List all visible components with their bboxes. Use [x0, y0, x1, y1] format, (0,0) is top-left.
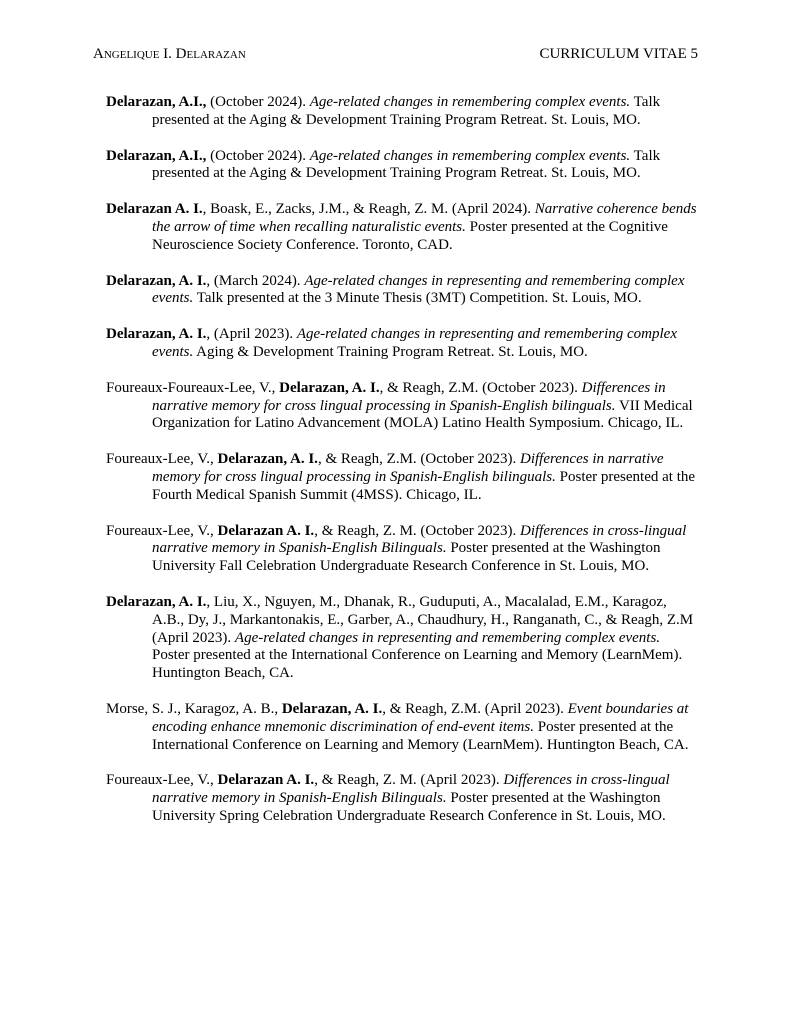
citation-text: Talk presented at the Aging & Development Training Program Retreat. St. Louis, MO. [152, 94, 661, 128]
citation-entry [106, 94, 700, 130]
citation-entry [106, 523, 700, 576]
citation-text: Talk presented at the Aging & Development Training Program Retreat. St. Louis, MO. [152, 147, 661, 182]
author-highlight: Delarazan A. I. [106, 201, 203, 218]
citation-title: Differences in cross-lingual narrative memory in Spanish-English Bilinguals. [152, 772, 670, 807]
header-cv-page-label: CURRICULUM VITAE 5 [539, 46, 698, 62]
citation-text: , & Reagh, Z.M. (October 2023). [379, 379, 582, 396]
citation-text: Foureaux-Lee, V., [106, 451, 218, 468]
citation-title: Differences in cross-lingual narrative memory in Spanish-English Bilinguals. [152, 522, 687, 557]
author-highlight: Delarazan, A. I. [106, 593, 207, 610]
citation-title: Differences in narrative memory for cross lingual processing in Spanish-English bilinguals. [152, 451, 664, 485]
citation-text: Aging & Development Training Program Retreat. St. Louis, MO. [193, 343, 588, 360]
citation-text: VII Medical Organization for Latino Advancement (MOLA) Latino Health Symposium. Chicago, IL. [152, 397, 693, 432]
citation-entry [106, 701, 700, 754]
citation-text: Morse, S. J., Karagoz, A. B., [106, 700, 282, 717]
citation-title: Age-related changes in representing and remembering complex events. [234, 629, 661, 646]
citation-text: Poster presented at the International Conference on Learning and Memory (LearnMem). Huntington Beach, CA. [152, 647, 683, 682]
author-highlight: Delarazan, A. I. [217, 451, 318, 468]
citation-text: (October 2024). [206, 94, 310, 110]
citation-text: Foureaux-Foureaux-Lee, V., [106, 379, 280, 396]
citation-title: Event boundaries at encoding enhance mnemonic discrimination of end-event items. [152, 700, 689, 735]
author-highlight: Delarazan, A. I. [281, 700, 383, 717]
citation-text: Poster presented at the International Conference on Learning and Memory (LearnMem). Huntington Beach, CA. [152, 718, 689, 753]
citation-text: , (April 2023). [206, 326, 297, 343]
author-highlight: Delarazan A. I. [217, 522, 315, 539]
citation-entry [106, 594, 700, 683]
author-highlight: Delarazan, A.I., [106, 147, 207, 164]
citation-text: Talk presented at the 3 Minute Thesis (3MT) Competition. St. Louis, MO. [193, 290, 642, 307]
citation-text: Foureaux-Lee, V., [106, 522, 218, 539]
citation-text: (October 2024). [206, 147, 310, 164]
citation-text: Poster presented at the Washington University Fall Celebration Undergraduate Research Conference in St. Louis, MO. [152, 540, 661, 575]
author-highlight: Delarazan, A. I. [279, 379, 380, 396]
citation-title: Age-related changes in remembering complex events. [309, 94, 631, 110]
citation-entry [106, 273, 700, 309]
presentation-list [106, 94, 700, 844]
author-highlight: Delarazan, A. I. [106, 326, 207, 343]
author-highlight: Delarazan A. I. [217, 772, 315, 789]
citation-text: , & Reagh, Z.M. (April 2023). [382, 700, 568, 717]
author-highlight: Delarazan, A.I., [106, 94, 207, 110]
citation-entry [106, 326, 700, 362]
header-author-name: Angelique I. Delarazan [93, 46, 246, 62]
citation-entry [106, 451, 700, 504]
citation-text: Poster presented at the Fourth Medical Spanish Summit (4MSS). Chicago, IL. [152, 468, 696, 503]
citation-title: Age-related changes in remembering complex events. [309, 147, 631, 164]
citation-title: Age-related changes in representing and remembering complex events. [152, 272, 685, 307]
citation-text: Poster presented at the Cognitive Neuroscience Society Conference. Toronto, CAD. [152, 218, 668, 253]
page-header [93, 46, 698, 66]
citation-text: , Boask, E., Zacks, J.M., & Reagh, Z. M. (April 2024). [202, 201, 535, 218]
citation-title: Age-related changes in representing and remembering complex events. [152, 326, 677, 360]
citation-title: Narrative coherence bends the arrow of time when recalling naturalistic events. [152, 201, 697, 235]
citation-entry [106, 380, 700, 433]
citation-text: Foureaux-Lee, V., [106, 772, 218, 789]
citation-title: Differences in narrative memory for cross lingual processing in Spanish-English bilinguals. [152, 379, 666, 414]
citation-text: , & Reagh, Z. M. (April 2023). [314, 772, 504, 789]
citation-entry [106, 772, 700, 825]
citation-text: Poster presented at the Washington University Spring Celebration Undergraduate Research Conference in St. Louis, MO. [152, 790, 666, 824]
citation-text: , Liu, X., Nguyen, M., Dhanak, R., Guduputi, A., Macalalad, E.M., Karagoz, A.B., Dy, J., Markantonakis, E., Garber, A., Chaudhury, H., Ranganath, C., & Reagh, Z.M (April 2023). [152, 593, 694, 646]
citation-text: , & Reagh, Z.M. (October 2023). [317, 451, 520, 468]
citation-text: , (March 2024). [206, 272, 305, 289]
citation-entry [106, 201, 700, 254]
citation-entry [106, 148, 700, 184]
citation-text: , & Reagh, Z. M. (October 2023). [314, 522, 520, 539]
author-highlight: Delarazan, A. I. [106, 272, 207, 289]
